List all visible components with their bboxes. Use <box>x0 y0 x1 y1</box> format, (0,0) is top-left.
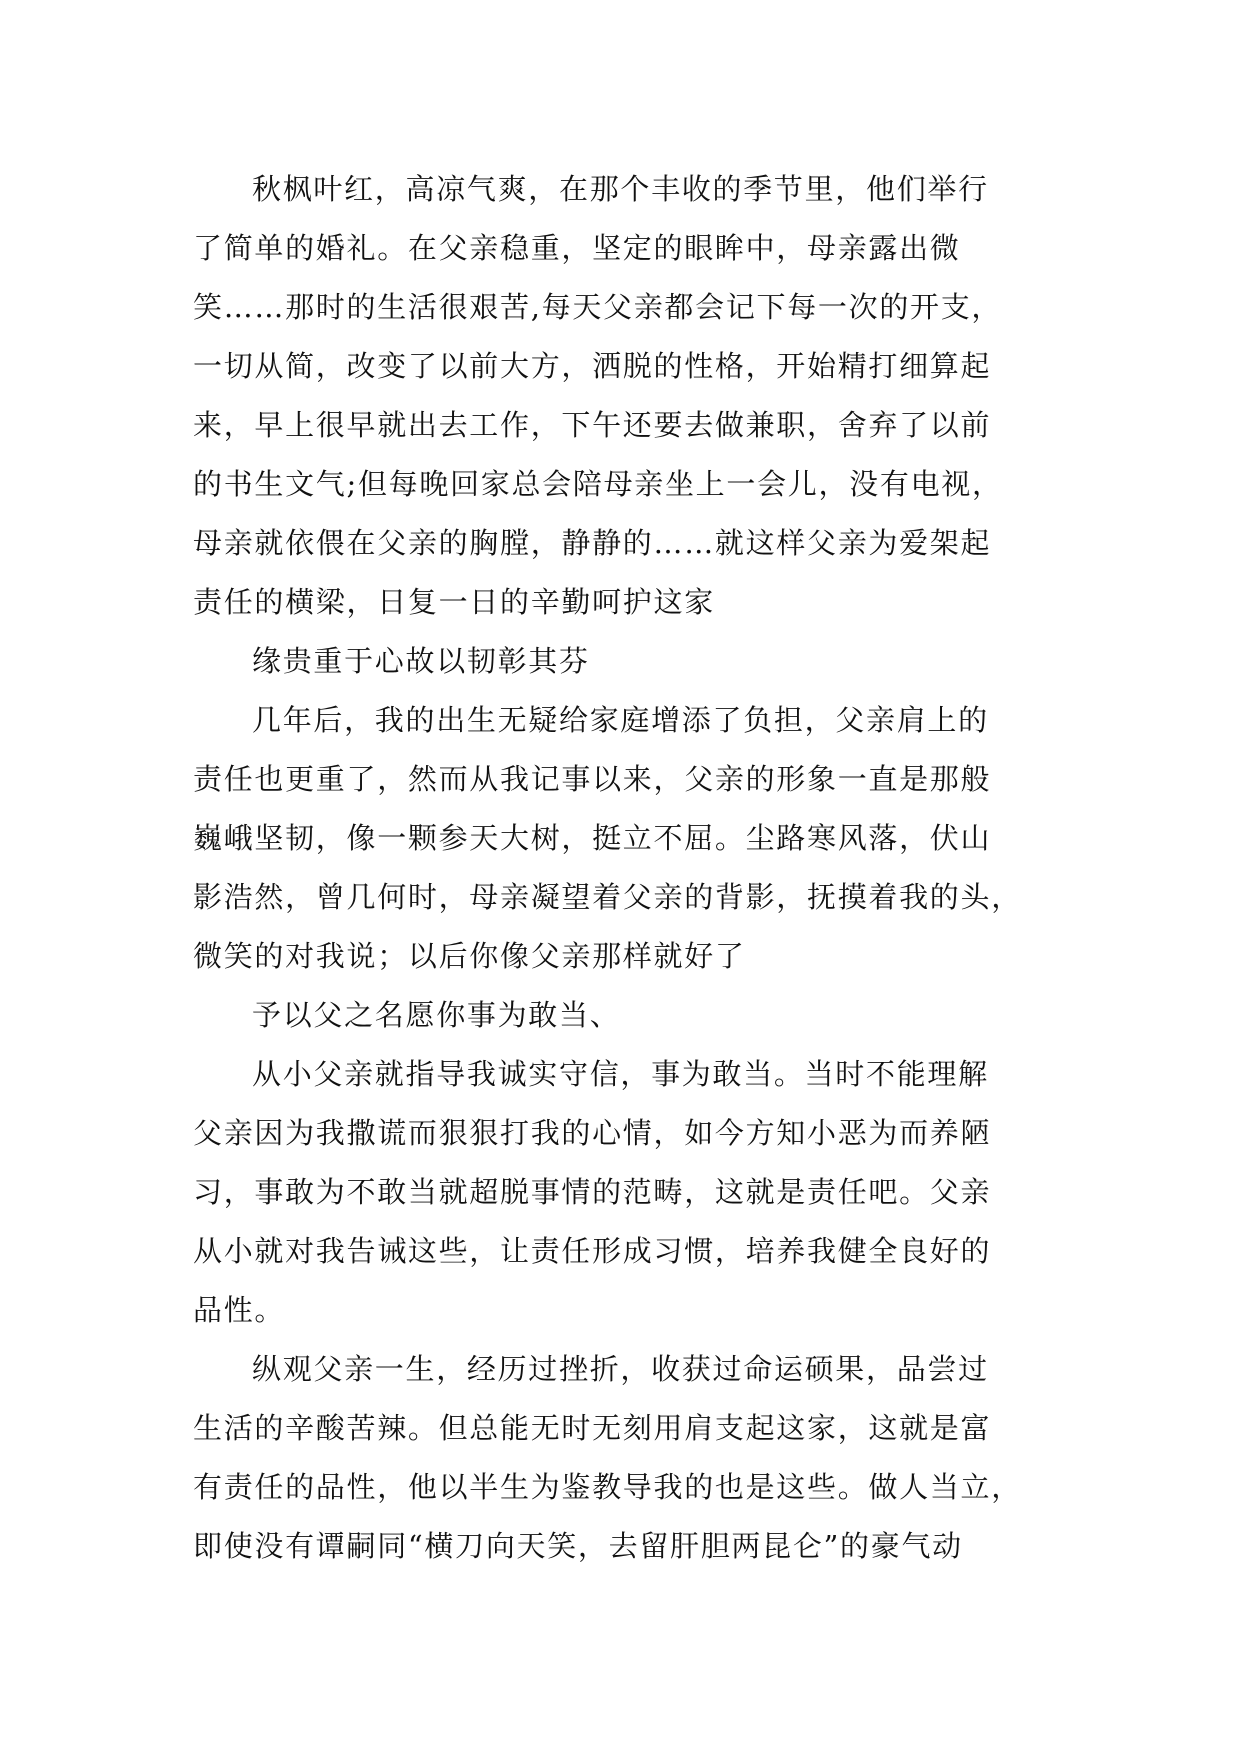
text-line: 微笑的对我说；以后你像父亲那样就好了 <box>193 939 746 973</box>
text-line: 缘贵重于心故以韧彰其芬 <box>252 644 590 678</box>
text-line: 的书生文气;但每晚回家总会陪母亲坐上一会儿，没有电视， <box>193 467 1003 501</box>
text-line: 即使没有谭嗣同“横刀向天笑，去留肝胆两昆仑”的豪气动 <box>193 1529 963 1563</box>
text-line: 来，早上很早就出去工作，下午还要去做兼职，舍弃了以前 <box>193 408 992 442</box>
text-line: 几年后，我的出生无疑给家庭增添了负担，父亲肩上的 <box>252 703 989 737</box>
text-line: 巍峨坚韧，像一颗参天大树，挺立不屈。尘路寒风落，伏山 <box>193 821 992 855</box>
essay-text <box>193 160 1053 1576</box>
text-line: 父亲因为我撒谎而狠狠打我的心情，如今方知小恶为而养陋 <box>193 1116 992 1150</box>
text-line: 影浩然，曾几何时，母亲凝望着父亲的背影，抚摸着我的头， <box>193 880 1022 914</box>
text-line: 生活的辛酸苦辣。但总能无时无刻用肩支起这家，这就是富 <box>193 1411 992 1445</box>
text-line: 习，事敢为不敢当就超脱事情的范畴，这就是责任吧。父亲 <box>193 1175 992 1209</box>
text-line: 从小就对我告诫这些，让责任形成习惯，培养我健全良好的 <box>193 1234 992 1268</box>
text-line: 有责任的品性，他以半生为鉴教导我的也是这些。做人当立， <box>193 1470 1022 1504</box>
text-line: 品性。 <box>193 1293 286 1327</box>
text-line: 了简单的婚礼。在父亲稳重，坚定的眼眸中，母亲露出微 <box>193 231 961 265</box>
text-line: 秋枫叶红，高凉气爽，在那个丰收的季节里，他们举行 <box>252 172 989 206</box>
text-line: 责任也更重了，然而从我记事以来，父亲的形象一直是那般 <box>193 762 992 796</box>
text-line: 纵观父亲一生，经历过挫折，收获过命运硕果，品尝过 <box>252 1352 989 1386</box>
text-line: 母亲就依偎在父亲的胸膛，静静的……就这样父亲为爱架起 <box>193 526 992 560</box>
text-line: 予以父之名愿你事为敢当、 <box>252 998 621 1032</box>
text-line: 笑……那时的生活很艰苦,每天父亲都会记下每一次的开支， <box>193 290 1003 324</box>
text-line: 一切从简，改变了以前大方，洒脱的性格，开始精打细算起 <box>193 349 992 383</box>
text-line: 从小父亲就指导我诚实守信，事为敢当。当时不能理解 <box>252 1057 989 1091</box>
text-line: 责任的横梁，日复一日的辛勤呵护这家 <box>193 585 715 619</box>
